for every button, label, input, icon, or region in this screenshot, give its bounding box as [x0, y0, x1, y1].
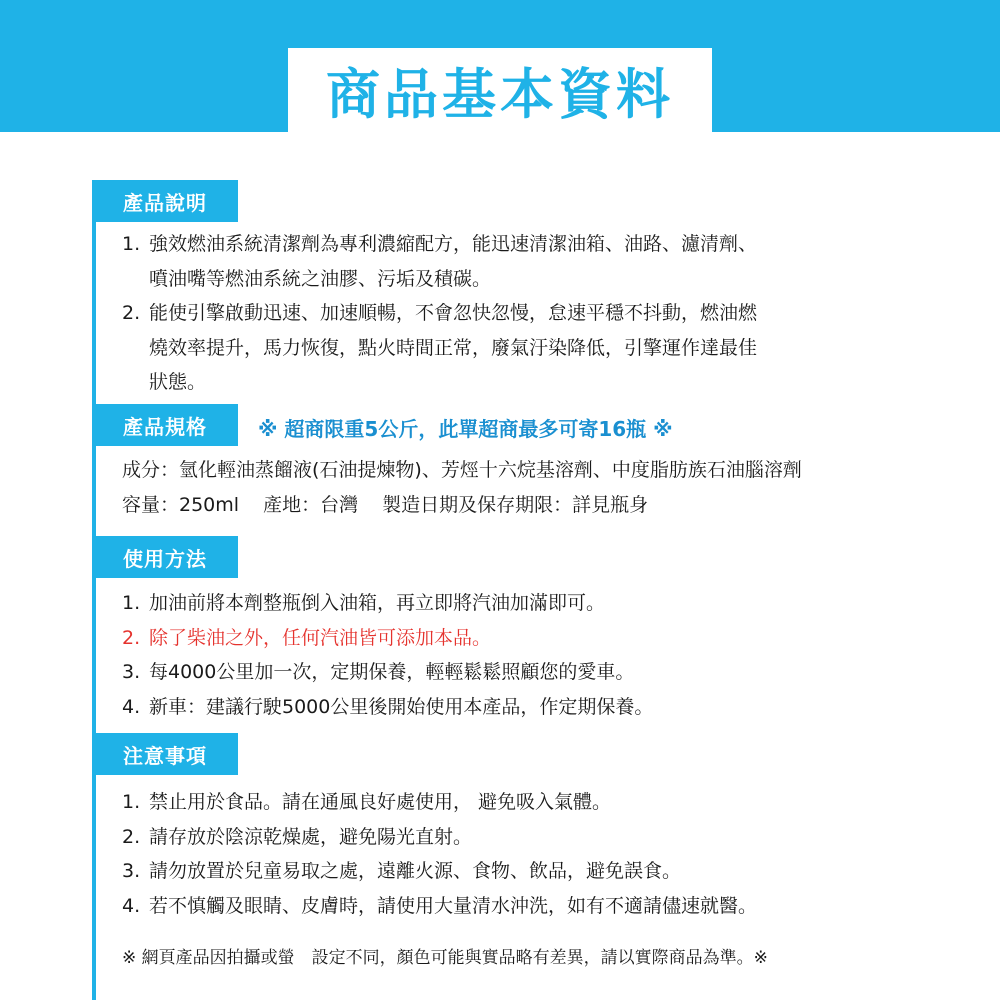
usage-list	[122, 586, 922, 724]
section-tag-cautions: 注意事項	[92, 733, 238, 775]
list-item: 1. 加油前將本劑整瓶倒入油箱，再立即將汽油加滿即可。	[122, 592, 606, 614]
list-item: 2. 請存放於陰涼乾燥處，避免陽光直射。	[122, 825, 473, 848]
specs-list	[122, 453, 922, 522]
list-item: 2. 能使引擎啟動迅速、加速順暢，不會忽快忽慢，怠速平穩不抖動，燃油燃	[122, 302, 758, 324]
list-item: 4. 新車：建議行駛5000公里後開始使用本產品，作定期保養。	[122, 695, 654, 718]
section-tag-usage: 使用方法	[92, 536, 238, 578]
list-item: 1. 強效燃油系統清潔劑為專利濃縮配方，能迅速清潔油箱、油路、濾清劑、	[122, 233, 758, 255]
title-box	[288, 48, 712, 132]
list-item: 1. 禁止用於食品。請在通風良好處使用， 避免吸入氣體。	[122, 791, 612, 813]
list-item-continued: 噴油嘴等燃油系統之油膠、污垢及積碳。	[149, 267, 492, 290]
dates: 製造日期及保存期限：詳見瓶身	[382, 493, 649, 516]
list-item: 3. 每4000公里加一次，定期保養，輕輕鬆鬆照顧您的愛車。	[122, 661, 635, 683]
section-tag-specs: 產品規格	[92, 404, 238, 446]
description-list	[122, 227, 922, 400]
shipping-limit-note: ※ 超商限重5公斤，此單超商最多可寄16瓶 ※	[258, 416, 673, 441]
disclaimer-note: ※ 網頁產品因拍攝或螢 設定不同，顏色可能與實品略有差異，請以實際商品為準。※	[122, 948, 768, 968]
ingredients: 成分：氫化輕油蒸餾液(石油提煉物)、芳烴十六烷基溶劑、中度脂肪族石油腦溶劑	[122, 459, 802, 481]
list-item: 3. 請勿放置於兒童易取之處，遠離火源、食物、飲品，避免誤食。	[122, 860, 682, 882]
list-item-continued: 燒效率提升，馬力恢復，點火時間正常，廢氣汙染降低，引擎運作達最佳	[149, 336, 758, 359]
page-title: 商品基本資料	[326, 62, 674, 126]
list-item-highlight: 2. 除了柴油之外，任何汽油皆可添加本品。	[122, 626, 492, 649]
capacity: 容量：250ml	[122, 493, 240, 516]
cautions-list	[122, 785, 922, 923]
origin: 產地：台灣	[263, 493, 359, 516]
list-item-continued: 狀態。	[149, 371, 207, 393]
left-frame-line	[92, 180, 96, 1000]
section-tag-description: 產品說明	[92, 180, 238, 222]
list-item: 4. 若不慎觸及眼睛、皮膚時，請使用大量清水沖洗，如有不適請儘速就醫。	[122, 894, 758, 917]
spec-details	[122, 488, 922, 523]
